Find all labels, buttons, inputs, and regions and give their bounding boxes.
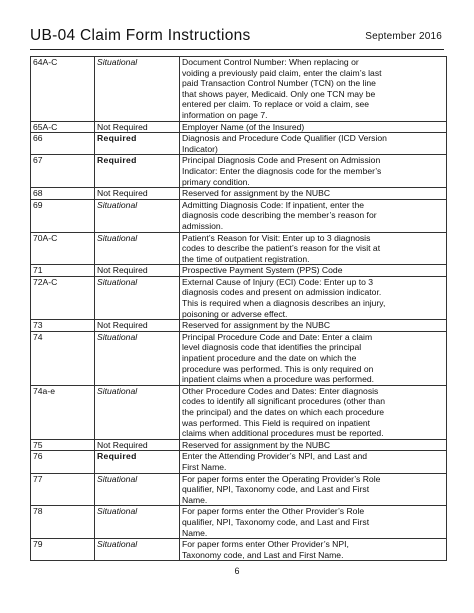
table-row <box>31 188 447 200</box>
table-row <box>31 155 447 188</box>
table-row <box>31 133 447 155</box>
description-line: poisoning or adverse effect. <box>182 308 288 319</box>
description-line: primary condition. <box>182 176 250 187</box>
description-line: Enter the Attending Provider’s NPI, and Last and <box>182 451 368 462</box>
description-cell <box>180 473 447 506</box>
description-line: diagnosis codes and present on admission indicator. <box>182 287 382 298</box>
description-line: codes to identify all significant procedures (other than <box>182 396 386 407</box>
description-line: level diagnosis code that identifies the principal <box>182 342 362 353</box>
description-line: qualifier, NPI, Taxonomy code, and Last and First <box>182 516 370 527</box>
field-number-cell: 72A-C <box>31 276 95 319</box>
field-number-cell: 69 <box>31 199 95 232</box>
description-line: External Cause of Injury (ECI) Code: Enter up to 3 <box>182 276 374 287</box>
field-number-cell: 66 <box>31 133 95 155</box>
table-row <box>31 265 447 277</box>
description-cell <box>180 539 447 561</box>
description-cell <box>180 506 447 539</box>
table-row <box>31 331 447 385</box>
description-cell <box>180 232 447 265</box>
description-line: Other Procedure Codes and Dates: Enter diagnosis <box>182 385 379 396</box>
description-line: For paper forms enter Other Provider’s NPI, <box>182 539 349 550</box>
requirement-cell: Required <box>95 155 180 188</box>
description-line: Name. <box>182 494 208 505</box>
requirement-cell: Situational <box>95 57 180 122</box>
description-line: voiding a previously paid claim, enter the claim’s last <box>182 67 382 78</box>
description-cell <box>180 188 447 200</box>
field-number-cell: 79 <box>31 539 95 561</box>
description-cell <box>180 320 447 332</box>
description-cell <box>180 451 447 473</box>
requirement-cell: Not Required <box>95 265 180 277</box>
field-number-cell: 74a-e <box>31 385 95 439</box>
table-row <box>31 451 447 473</box>
field-number-cell: 77 <box>31 473 95 506</box>
table-row <box>31 57 447 122</box>
table-body <box>31 57 447 561</box>
description-line: paid Transaction Control Number (TCN) on the line <box>182 78 376 89</box>
description-line: Patient’s Reason for Visit: Enter up to 3 diagnosis <box>182 232 371 243</box>
table-row <box>31 199 447 232</box>
description-line: claims when additional procedures must be reported. <box>182 428 384 439</box>
description-line: Prospective Payment System (PPS) Code <box>182 265 343 276</box>
document-title: UB-04 Claim Form Instructions <box>30 27 251 44</box>
requirement-cell: Not Required <box>95 121 180 133</box>
description-line: diagnosis code describing the member’s reason for <box>182 210 377 221</box>
table-row <box>31 232 447 265</box>
field-number-cell: 78 <box>31 506 95 539</box>
description-line: Admitting Diagnosis Code: If inpatient, enter the <box>182 199 365 210</box>
description-line: For paper forms enter the Operating Provider’s Role <box>182 473 381 484</box>
description-cell <box>180 57 447 122</box>
table-row <box>31 473 447 506</box>
requirement-cell: Not Required <box>95 439 180 451</box>
description-line: codes to describe the patient’s reason for the visit at <box>182 243 381 254</box>
description-cell <box>180 385 447 439</box>
description-cell <box>180 265 447 277</box>
page-header <box>30 27 444 50</box>
field-number-cell: 74 <box>31 331 95 385</box>
requirement-cell: Situational <box>95 539 180 561</box>
table-row <box>31 539 447 561</box>
description-line: Employer Name (of the Insured) <box>182 121 305 132</box>
field-number-cell: 64A-C <box>31 57 95 122</box>
table-row <box>31 320 447 332</box>
description-cell <box>180 276 447 319</box>
claim-fields-table <box>30 56 447 561</box>
description-line: Principal Diagnosis Code and Present on Admission <box>182 155 381 166</box>
description-cell <box>180 331 447 385</box>
table-row <box>31 121 447 133</box>
description-line: inpatient procedure and the date on which the <box>182 353 357 364</box>
description-line: that shows payer, Medicaid. Only one TCN may be <box>182 88 376 99</box>
description-cell <box>180 439 447 451</box>
description-line: First Name. <box>182 461 227 472</box>
description-line: Principal Procedure Code and Date: Enter a claim <box>182 331 373 342</box>
description-line: entered per claim. To replace or void a claim, see <box>182 99 370 110</box>
description-line: Reserved for assignment by the NUBC <box>182 188 331 199</box>
requirement-cell: Not Required <box>95 188 180 200</box>
field-number-cell: 68 <box>31 188 95 200</box>
requirement-cell: Not Required <box>95 320 180 332</box>
description-line: Name. <box>182 527 208 538</box>
description-cell <box>180 155 447 188</box>
table-row <box>31 276 447 319</box>
description-line: Diagnosis and Procedure Code Qualifier (ICD Version <box>182 133 387 144</box>
field-number-cell: 70A-C <box>31 232 95 265</box>
description-line: information on page 7. <box>182 109 268 120</box>
requirement-cell: Situational <box>95 331 180 385</box>
description-line: inpatient claims when a procedure was performed. <box>182 374 375 385</box>
document-date: September 2016 <box>365 31 442 42</box>
description-line: admission. <box>182 220 224 231</box>
description-cell <box>180 199 447 232</box>
description-line: This is required when a diagnosis describes an injury, <box>182 298 386 309</box>
field-number-cell: 71 <box>31 265 95 277</box>
description-line: Indicator) <box>182 143 218 154</box>
requirement-cell: Required <box>95 451 180 473</box>
description-line: Reserved for assignment by the NUBC <box>182 320 331 331</box>
table-row <box>31 506 447 539</box>
description-line: For paper forms enter the Other Provider’s Role <box>182 506 365 517</box>
requirement-cell: Situational <box>95 385 180 439</box>
requirement-cell: Situational <box>95 506 180 539</box>
description-line: Document Control Number: When replacing or <box>182 57 359 67</box>
field-number-cell: 65A-C <box>31 121 95 133</box>
requirement-cell: Required <box>95 133 180 155</box>
description-line: was performed. This Field is required on inpatient <box>182 417 371 428</box>
page-number: 6 <box>234 566 240 576</box>
description-line: Reserved for assignment by the NUBC <box>182 439 331 450</box>
requirement-cell: Situational <box>95 473 180 506</box>
description-cell <box>180 133 447 155</box>
table-row <box>31 385 447 439</box>
field-number-cell: 67 <box>31 155 95 188</box>
description-line: Taxonomy code, and Last and First Name. <box>182 549 344 560</box>
description-line: the principal) and the dates on which each procedure <box>182 407 385 417</box>
description-line: procedure was performed. This is only required on <box>182 363 374 374</box>
field-number-cell: 75 <box>31 439 95 451</box>
description-cell <box>180 121 447 133</box>
description-line: qualifier, NPI, Taxonomy code, and Last and First <box>182 484 370 495</box>
description-line: the time of outpatient registration. <box>182 253 310 264</box>
requirement-cell: Situational <box>95 276 180 319</box>
requirement-cell: Situational <box>95 232 180 265</box>
requirement-cell: Situational <box>95 199 180 232</box>
table-row <box>31 439 447 451</box>
field-number-cell: 76 <box>31 451 95 473</box>
field-number-cell: 73 <box>31 320 95 332</box>
description-line: Indicator: Enter the diagnosis code for the member’s <box>182 165 382 176</box>
